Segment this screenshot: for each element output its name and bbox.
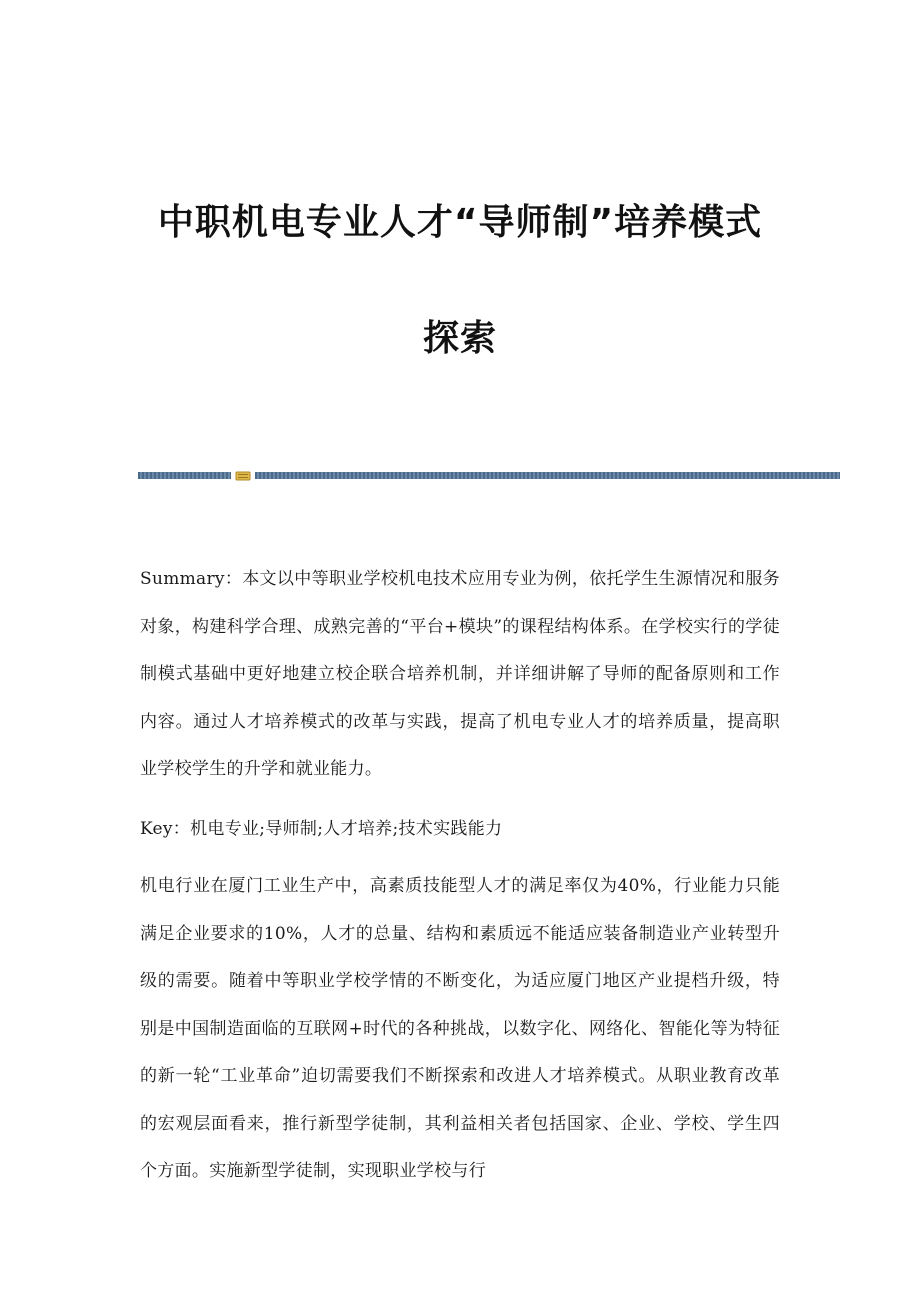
keywords-paragraph bbox=[140, 806, 780, 854]
summary-paragraph bbox=[140, 556, 780, 794]
ornament-icon bbox=[235, 468, 251, 482]
divider-bar-left bbox=[138, 472, 231, 479]
title-divider bbox=[138, 468, 840, 482]
summary-text: 本文以中等职业学校机电技术应用专业为例，依托学生生源情况和服务对象，构建科学合理、成熟完善的“平台+模块”的课程结构体系。在学校实行的学徒制模式基础中更好地建立校企联合培养机制，并详细讲解了导师的配备原则和工作内容。通过人才培养模式的改革与实践，提高了机电专业人才的培养质量，提高职业学校学生的升学和就业能力。 bbox=[140, 569, 780, 779]
page-title-continued: 探索 bbox=[422, 318, 497, 359]
summary-label: Summary： bbox=[140, 569, 243, 589]
body-paragraph: 机电行业在厦门工业生产中，高素质技能型人才的满足率仅为40%，行业能力只能满足企业要求的10%，人才的总量、结构和素质远不能适应装备制造业产业转型升级的需要。随着中等职业学校学情的不断变化，为适应厦门地区产业提档升级，特别是中国制造面临的互联网+时代的各种挑战，以数字化、网络化、智能化等为特征的新一轮“工业革命”迫切需要我们不断探索和改进人才培养模式。从职业教育改革的宏观层面看来，推行新型学徒制，其利益相关者包括国家、企业、学校、学生四个方面。实施新型学徒制，实现职业学校与行 bbox=[140, 876, 780, 1181]
divider-bar-right bbox=[255, 472, 840, 479]
page-title: 中职机电专业人才“导师制”培养模式 bbox=[157, 202, 763, 243]
keywords-label: Key： bbox=[140, 819, 191, 839]
keywords-text: 机电专业;导师制;人才培养;技术实践能力 bbox=[190, 819, 503, 839]
